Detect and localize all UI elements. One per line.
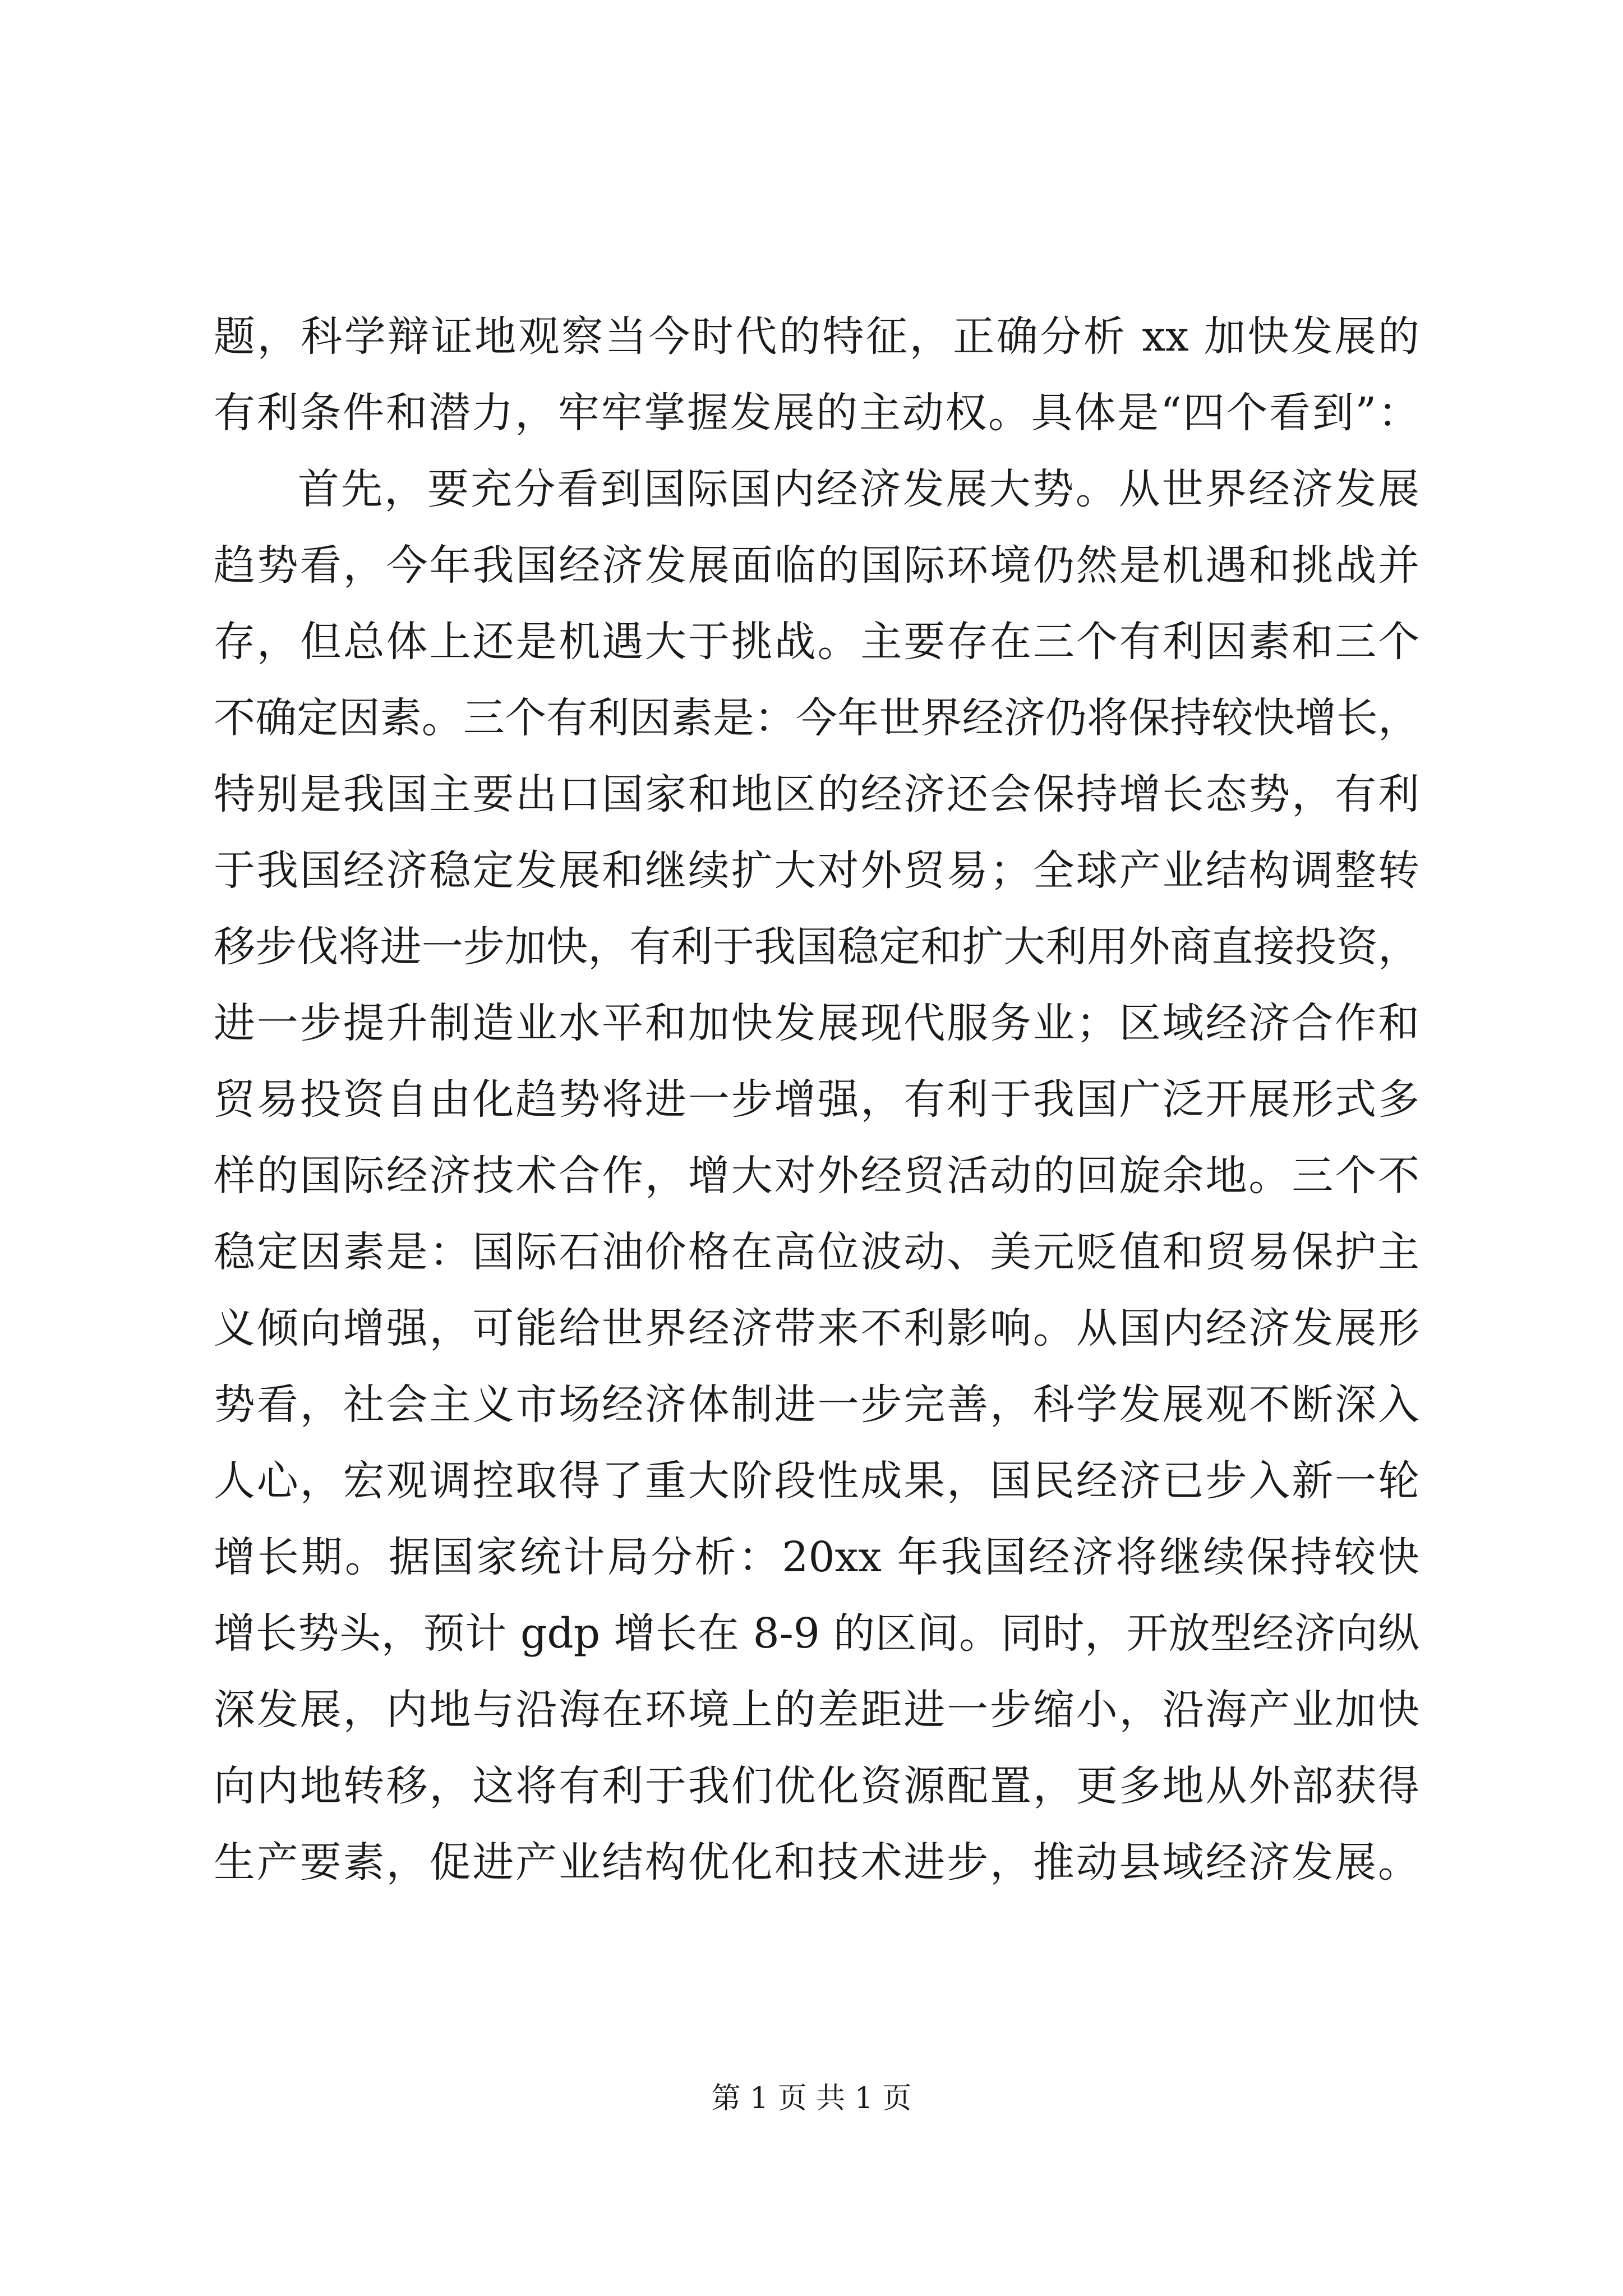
text-line: 深发展，内地与沿海在环境上的差距进一步缩小，沿海产业加快 [214, 1686, 1419, 1734]
text-line: 义倾向增强，可能给世界经济带来不利影响。从国内经济发展形 [214, 1304, 1419, 1352]
text-line: 稳定因素是：国际石油价格在高位波动、美元贬值和贸易保护主 [214, 1228, 1419, 1276]
text-line: 增长期。据国家统计局分析：20xx 年我国经济将继续保持较快 [214, 1533, 1419, 1581]
text-line: 贸易投资自由化趋势将进一步增强，有利于我国广泛开展形式多 [214, 1075, 1419, 1124]
text-line: 存，但总体上还是机遇大于挑战。主要存在三个有利因素和三个 [214, 618, 1419, 666]
text-line: 趋势看，今年我国经济发展面临的国际环境仍然是机遇和挑战并 [214, 541, 1419, 590]
text-line: 向内地转移，这将有利于我们优化资源配置，更多地从外部获得 [214, 1762, 1419, 1810]
text-line: 人心，宏观调控取得了重大阶段性成果，国民经济已步入新一轮 [214, 1457, 1419, 1505]
text-line: 特别是我国主要出口国家和地区的经济还会保持增长态势，有利 [214, 770, 1419, 818]
text-line: 有利条件和潜力，牢牢掌握发展的主动权。具体是“四个看到”： [214, 389, 1419, 437]
text-line: 增长势头，预计 gdp 增长在 8-9 的区间。同时，开放型经济向纵 [214, 1609, 1419, 1658]
paragraph-start-line: 首先，要充分看到国际国内经济发展大势。从世界经济发展 [298, 465, 1419, 513]
text-line: 题，科学辩证地观察当今时代的特征，正确分析 xx 加快发展的 [214, 312, 1419, 361]
text-line: 样的国际经济技术合作，增大对外经贸活动的回旋余地。三个不 [214, 1152, 1419, 1200]
text-line: 进一步提升制造业水平和加快发展现代服务业；区域经济合作和 [214, 999, 1419, 1047]
text-line: 生产要素，促进产业结构优化和技术进步，推动县域经济发展。 [214, 1838, 1419, 1887]
text-line: 势看，社会主义市场经济体制进一步完善，科学发展观不断深入 [214, 1381, 1419, 1429]
text-line: 移步伐将进一步加快，有利于我国稳定和扩大利用外商直接投资， [214, 923, 1419, 971]
body-text [214, 298, 1419, 1901]
page-number-footer: 第 1 页 共 1 页 [711, 2082, 912, 2115]
text-line: 不确定因素。三个有利因素是：今年世界经济仍将保持较快增长， [214, 694, 1419, 742]
text-line: 于我国经济稳定发展和继续扩大对外贸易；全球产业结构调整转 [214, 846, 1419, 895]
